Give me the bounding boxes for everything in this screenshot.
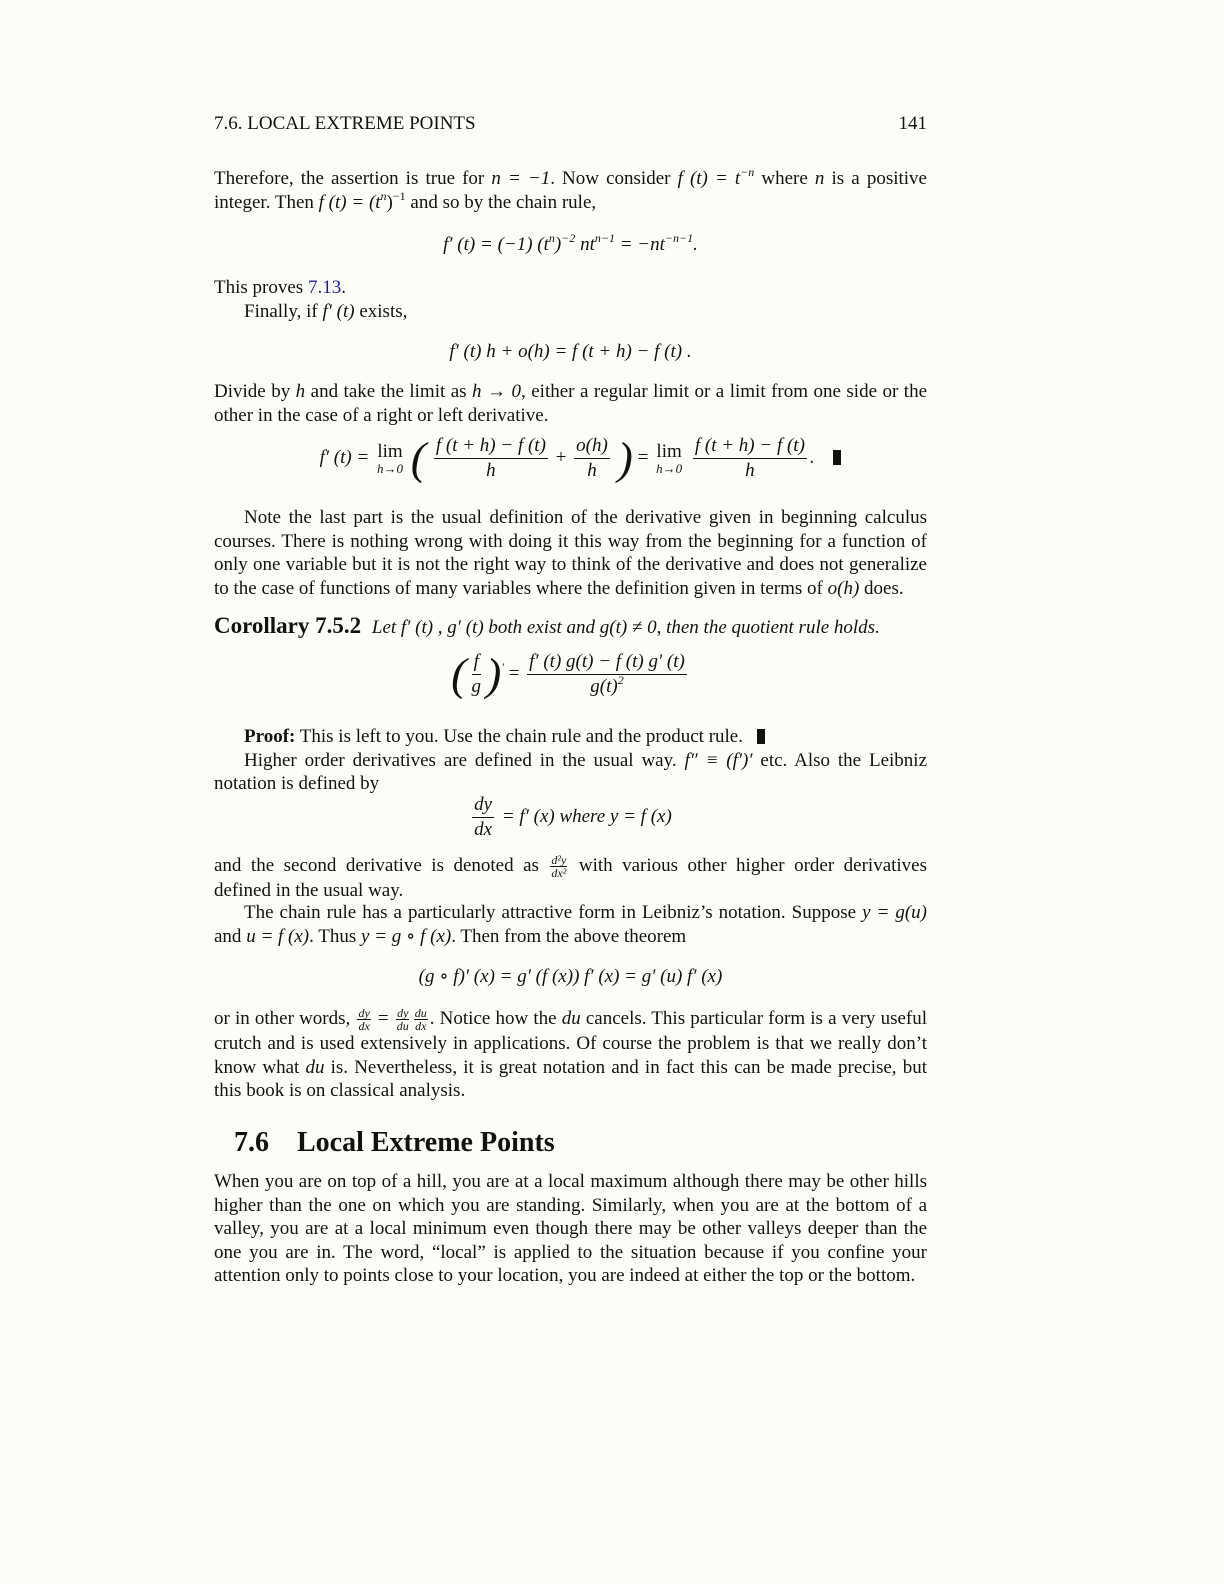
paragraph-6: and the second derivative is denoted as $\frac{\text{d²y}}{\text{dx²}}$ with various other higher order derivatives defined in the usual way.: [214, 853, 928, 902]
paragraph-7: The chain rule has a particularly attractive form in Leibniz’s notation. Suppose y = g(u) and u = f (x). Thus y = g ∘ f (x). Then from the above theorem: [214, 902, 927, 947]
proof-and-paragraph-5: Proof: This is left to you. Use the chain rule and the product rule. Higher order derivatives are defined in the usual way. f″ ≡ (f′)′ etc. Also the Leibniz notation is defined by: [214, 726, 928, 795]
paragraph-1: Therefore, the assertion is true for n = −1. Now consider f $(t) = t^{-n}$ where n is a positive integer. Then f $(t) = (t^n)^{-1}$ and so by the chain rule,: [214, 165, 927, 213]
equation-quotient-rule: ( $\frac{f}{g}$ )′ = $\frac{f' (t) g(t) - f (t) g' (t)}{g(t)^2}$: [451, 648, 685, 700]
proof: Proof: This is left to you. Use the chain rule and the product rule.: [214, 725, 927, 749]
paragraph-8: or in other words, $\frac{dy}{dx}$ = $\frac{dy}{du}$ $\frac{du}{dx}$ . Notice how the du cancels. This particular form is a very useful crutch and is used extensively in applications. Of course the problem is that we really don’t know what du is. Nevertheless, it is great notation and in fact this can be made precise, but this book is on classical analysis.: [214, 1006, 927, 1102]
equation-little-o: f′ (t) h + o(h) = f (t + h) − f (t) .: [449, 341, 692, 362]
corollary-label: Corollary 7.5.2: [214, 613, 362, 638]
qed-symbol: [833, 450, 841, 465]
corollary-statement: Let f′ (t) , g′ (t) both exist and g(t) ≠ 0, then the quotient rule holds.: [371, 617, 880, 638]
section-title: Local Extreme Points: [297, 1127, 555, 1158]
section-number: 7.6: [234, 1127, 269, 1158]
equation-derivative-power: f′ (t) = (−1) $(t^n)^{-2}$ $nt^{n-1} = -nt^{-n-1}$.: [443, 231, 698, 255]
page-number: 141: [898, 113, 927, 134]
running-header: [214, 113, 927, 135]
paragraph-9: When you are on top of a hill, you are at a local maximum although there may be other hills higher than the one on which you are standing. Similarly, when you are at the bottom of a valley, you are at a local minimum even though there may be other valleys deeper than the one you are in. The word, “local” is applied to the situation because if you confine your attention only to points close to your location, you are indeed at either the top or the bottom.: [214, 1171, 927, 1287]
paragraph-3: Divide by h and take the limit as h → 0, either a regular limit or a limit from one side or the other in the case of a right or left derivative.: [214, 381, 928, 426]
qed-symbol: [757, 729, 765, 744]
ref-link-7-13[interactable]: 7.13: [307, 277, 342, 298]
equation-chain-rule: (g ∘ f)′ (x) = g′ (f (x)) f′ (x) = g′ (u) f′ (x): [418, 966, 723, 987]
paragraph-4: Note the last part is the usual definition of the derivative given in beginning calculus courses. There is nothing wrong with doing it this way from the beginning for a function of only one variable but it is not the right way to think of the derivative and does not generalize to the case of functions of many variables where the definition given in terms of o(h) does.: [214, 507, 927, 599]
section-heading: [234, 1127, 555, 1159]
paragraph-2: This proves 7.13. Finally, if f′ (t) exists,: [214, 277, 408, 322]
equation-leibniz: $\frac{dy}{dx}$ = f′ (x) where y = f (x): [474, 794, 672, 840]
corollary-7-5-2: [214, 614, 927, 640]
equation-limit-definition: f′ (t) = lim h→0 ( $\frac{f (t + h) - f (t)}{h}$ + $\frac{o(h)}{h}$ ) = lim h→0 $\frac{f (t + h) - f (t)}{h}$ .: [214, 434, 927, 483]
running-title: 7.6. LOCAL EXTREME POINTS: [214, 113, 476, 134]
